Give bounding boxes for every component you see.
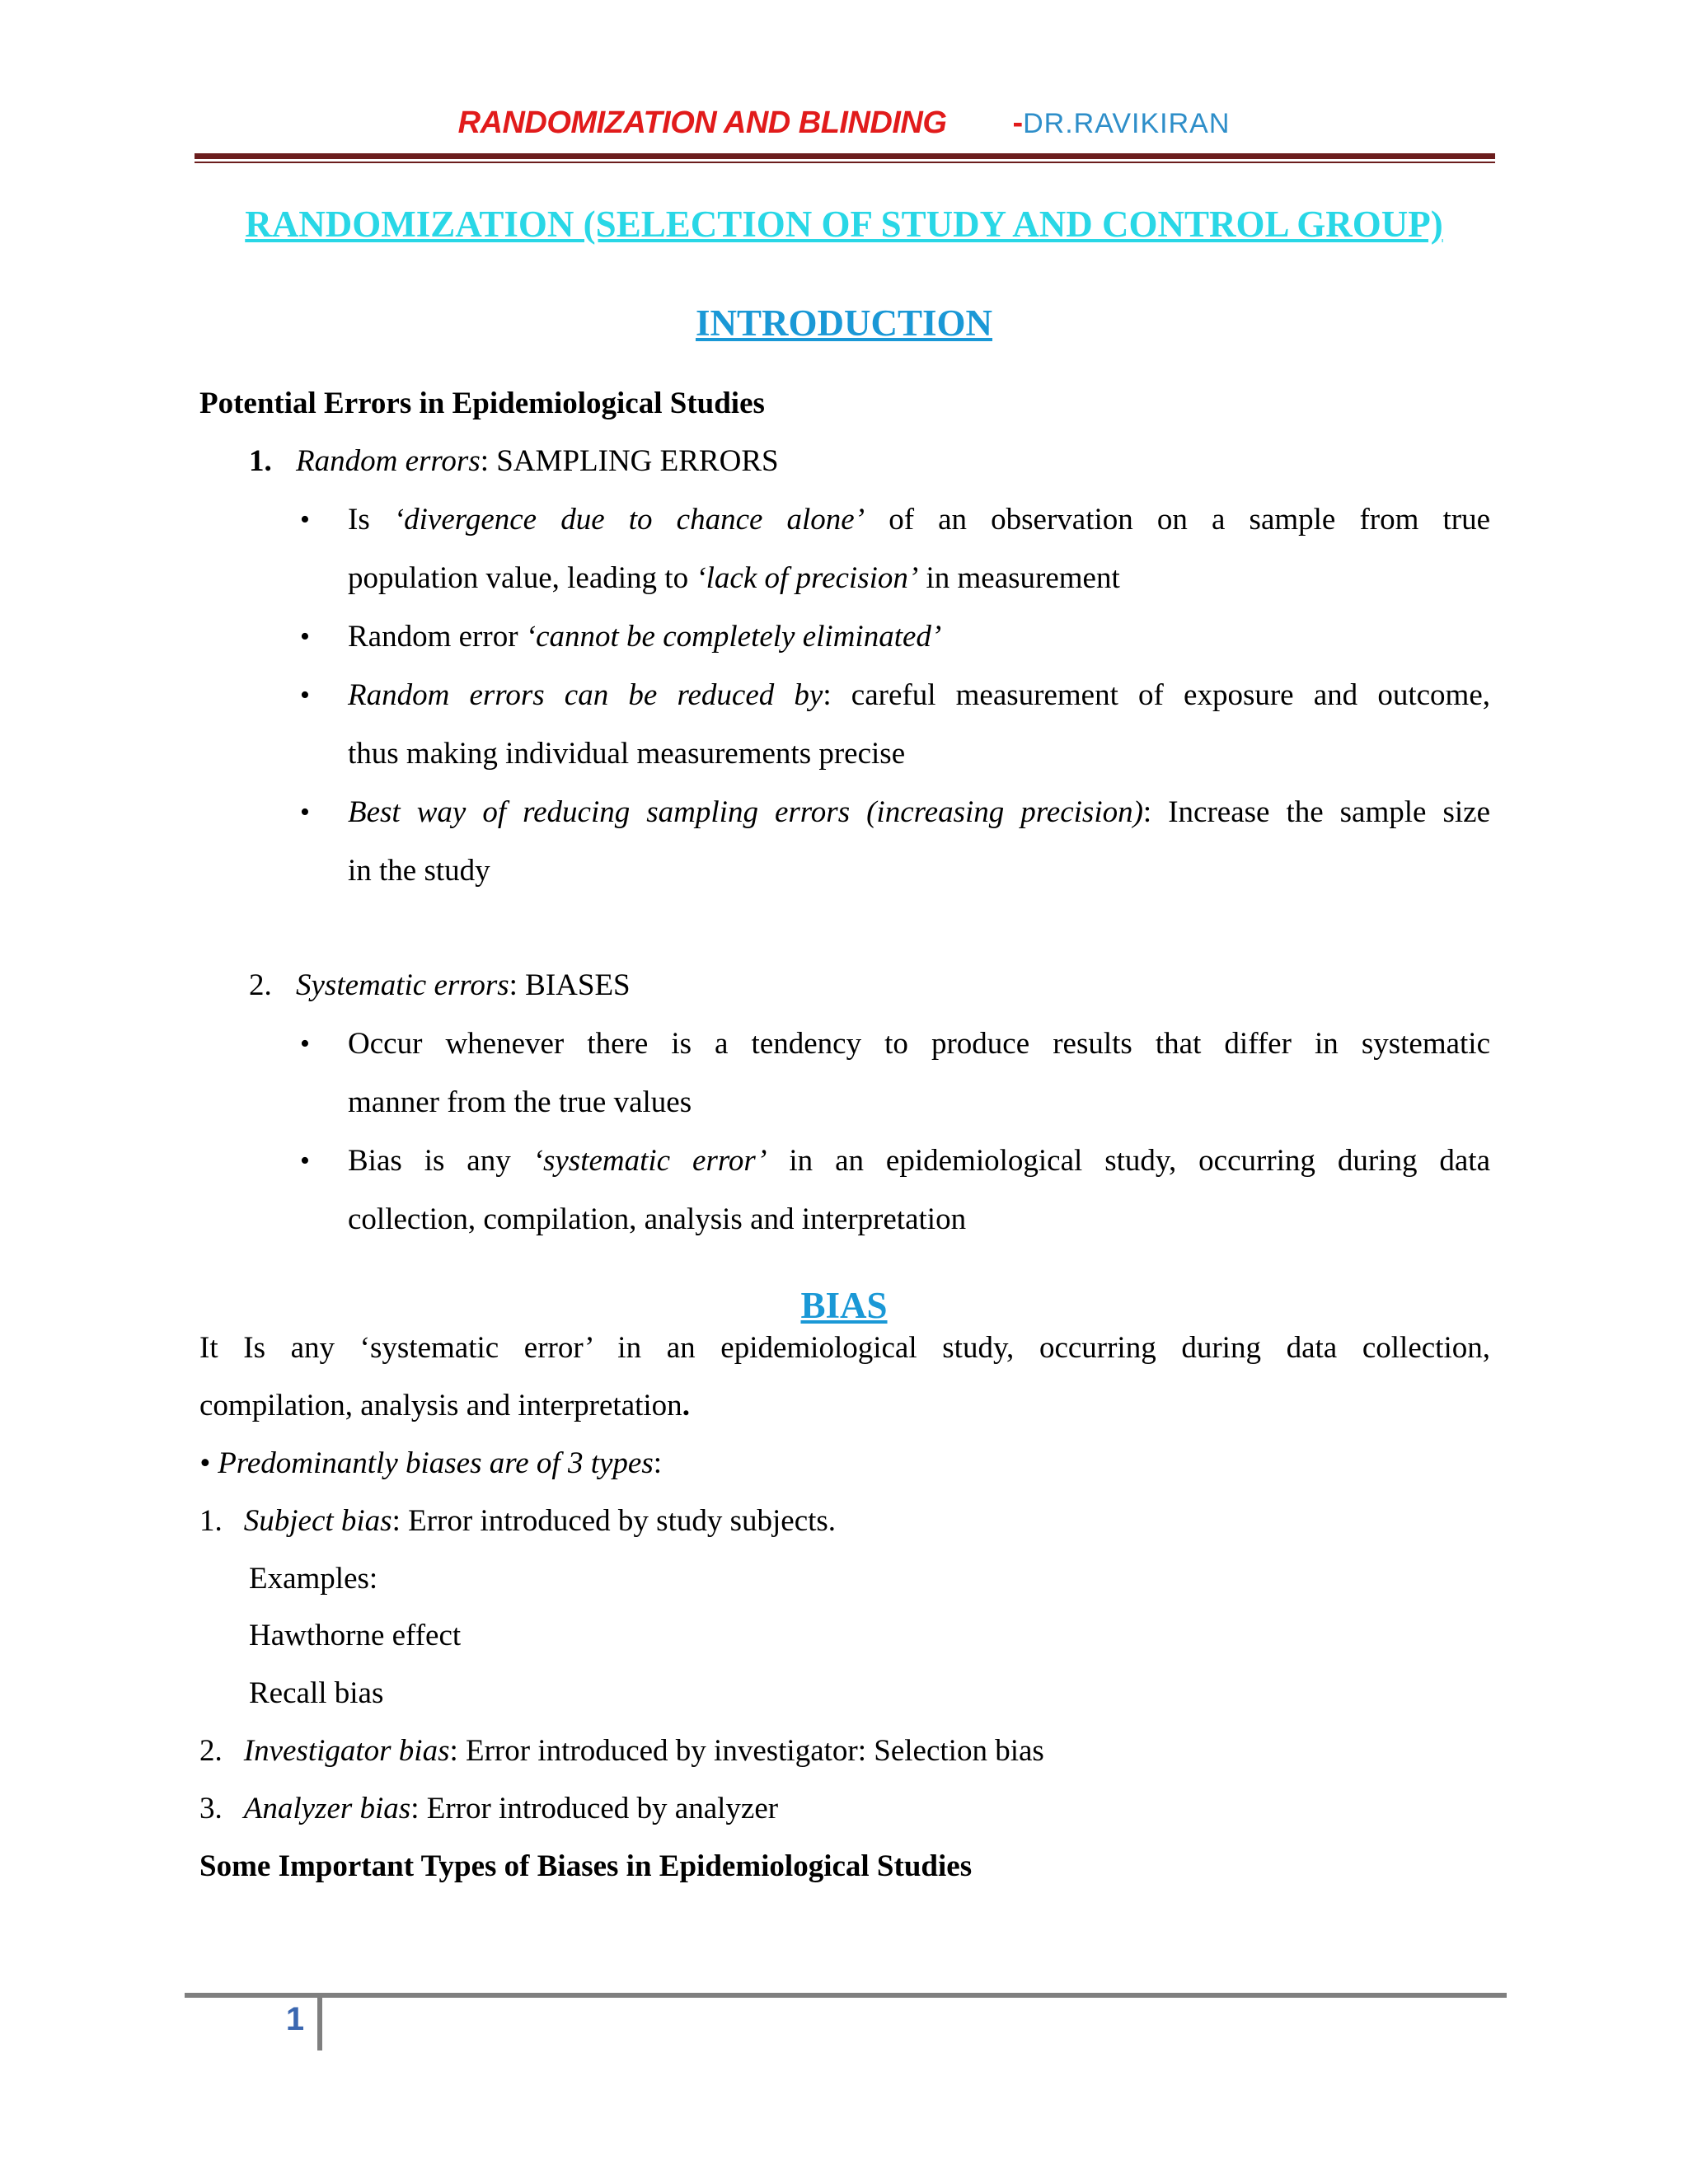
systematic-bullet-2-cont: collection, compilation, analysis and interpretation [348,1202,967,1236]
bias-paragraph-line-1: It Is any ‘systematic error’ in an epidemiological study, occurring during data collection, [199,1331,1490,1365]
list-number: 2. [199,1734,223,1768]
list-number: 2. [249,968,272,1002]
random-bullet-4: Best way of reducing sampling errors (increasing precision): Increase the sample size [348,795,1490,829]
random-errors-desc: : SAMPLING ERRORS [480,444,779,478]
examples-label: Examples: [249,1562,378,1596]
bias-item-2: 2. Investigator bias: Error introduced by investigator: Selection bias [199,1734,1044,1768]
header-separator: - [1012,105,1024,140]
list-number: 1. [199,1504,223,1538]
random-bullet-4-cont: in the study [348,854,490,888]
footer-rule [185,1993,1507,1998]
random-errors-term: Random errors [296,444,481,478]
footer-divider [317,1998,322,2050]
bias-item-1: 1. Subject bias: Error introduced by study subjects. [199,1504,837,1538]
random-bullet-3-cont: thus making individual measurements precise [348,737,906,771]
bias-heading: BIAS [800,1285,888,1326]
example-item: Hawthorne effect [249,1619,462,1652]
random-bullet-1-cont: population value, leading to ‘lack of precision’ in measurement [348,561,1120,595]
list-number: 1. [249,444,272,478]
systematic-errors-item [249,968,631,1004]
header-title: RANDOMIZATION AND BLINDING [457,105,947,140]
random-errors-item [249,443,779,480]
systematic-bullet-1: Occur whenever there is a tendency to produce results that differ in systematic [348,1027,1490,1061]
random-bullet-3: Random errors can be reduced by: careful measurement of exposure and outcome, [348,678,1490,712]
random-bullet-1: Is ‘divergence due to chance alone’ of an observation on a sample from true [348,503,1491,537]
bullet-icon: • [300,1029,310,1059]
systematic-errors-term: Systematic errors [296,968,509,1002]
bullet-icon: • [300,504,310,535]
bias-paragraph-line-2: compilation, analysis and interpretation. [199,1389,690,1422]
introduction-heading: INTRODUCTION [695,302,993,344]
systematic-errors-desc: : BIASES [509,968,631,1002]
closing-heading: Some Important Types of Biases in Epidemiological Studies [199,1849,973,1883]
bullet-icon: • [300,680,310,710]
bias-types-intro: • Predominantly biases are of 3 types: [199,1446,663,1480]
list-number: 3. [199,1792,223,1825]
bias-item-3: 3. Analyzer bias: Error introduced by analyzer [199,1792,779,1825]
page-number: 1 [285,2001,305,2037]
example-item: Recall bias [249,1676,384,1710]
bullet-icon: • [300,621,310,652]
bullet-icon: • [300,1146,310,1176]
systematic-bullet-2: Bias is any ‘systematic error’ in an epidemiological study, occurring during data [348,1144,1491,1178]
main-title: RANDOMIZATION (SELECTION OF STUDY AND CONTROL GROUP) [245,204,1443,245]
random-bullet-2: Random error ‘cannot be completely eliminated’ [348,620,942,654]
systematic-bullet-1-cont: manner from the true values [348,1085,692,1119]
bullet-icon: • [300,797,310,827]
header-author: DR.RAVIKIRAN [1023,108,1231,139]
potential-errors-heading: Potential Errors in Epidemiological Studies [199,387,765,420]
